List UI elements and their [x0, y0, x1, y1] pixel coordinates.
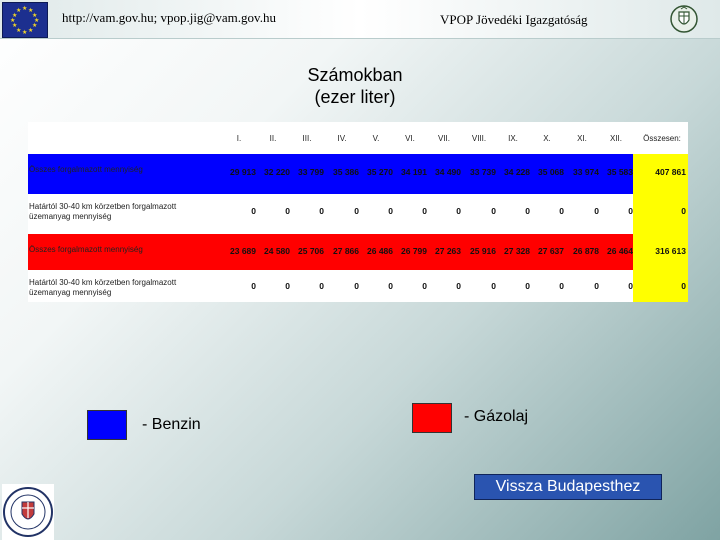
month-header: III. [302, 134, 312, 143]
table-cell: 0 [525, 281, 530, 291]
table-cell: 0 [628, 206, 633, 216]
total-cell [633, 194, 688, 234]
total-value: 0 [681, 281, 686, 291]
total-cell [633, 154, 688, 194]
table-cell: 34 490 [435, 167, 461, 177]
table-cell: 29 913 [230, 167, 256, 177]
table-cell: 0 [354, 281, 359, 291]
page-title-line1: Számokban [307, 65, 403, 85]
table-cell: 25 916 [470, 246, 496, 256]
month-header: IV. [337, 134, 347, 143]
table-cell: 0 [456, 206, 461, 216]
table-cell: 0 [251, 206, 256, 216]
table-cell: 0 [491, 206, 496, 216]
table-cell: 25 706 [298, 246, 324, 256]
table-cell: 0 [594, 281, 599, 291]
row-label: Határtól 30-40 km körzetben forgalmazott üzemanyag mennyiség [29, 278, 177, 297]
table-cell: 26 799 [401, 246, 427, 256]
back-to-budapest-button[interactable]: Vissza Budapesthez [474, 474, 662, 500]
benzin-legend-swatch [87, 410, 127, 440]
month-header: X. [543, 134, 551, 143]
table-cell: 33 799 [298, 167, 324, 177]
gazolaj-legend-label: - Gázolaj [464, 408, 529, 425]
table-row [28, 234, 688, 270]
month-header: VII. [437, 134, 450, 143]
table-cell: 35 386 [333, 167, 359, 177]
table-cell: 0 [285, 206, 290, 216]
table-cell: 0 [422, 281, 427, 291]
table-row [28, 270, 688, 302]
table-cell: 32 220 [264, 167, 290, 177]
row-label: Összes forgalmazott mennyiség [29, 165, 143, 174]
table-cell: 26 464 [607, 246, 633, 256]
row-label: Határtól 30-40 km körzetben forgalmazott üzemanyag mennyiség [29, 202, 177, 221]
table-header-row [28, 122, 688, 154]
total-cell [633, 270, 688, 302]
total-cell [633, 234, 688, 270]
table-cell: 27 637 [538, 246, 564, 256]
header-url-text: http://vam.gov.hu; vpop.jig@vam.gov.hu [62, 10, 276, 25]
total-value: 0 [681, 206, 686, 216]
month-header: XII. [609, 134, 622, 143]
table-cell: 0 [319, 281, 324, 291]
month-header: VIII. [471, 134, 487, 143]
table-cell: 27 328 [504, 246, 530, 256]
total-value: 407 861 [655, 167, 686, 177]
hungarian-crest-icon [670, 4, 698, 34]
month-header: V. [372, 134, 380, 143]
table-cell: 0 [491, 281, 496, 291]
table-cell: 26 486 [367, 246, 393, 256]
table-cell: 35 583 [607, 167, 633, 177]
month-header: II. [269, 134, 277, 143]
table-cell: 0 [422, 206, 427, 216]
table-cell: 24 580 [264, 246, 290, 256]
page-title-line2: (ezer liter) [314, 87, 396, 107]
table-cell: 34 191 [401, 167, 427, 177]
page-title [255, 64, 455, 108]
table-cell: 35 068 [538, 167, 564, 177]
month-header: VI. [405, 134, 415, 143]
month-header: XI. [577, 134, 587, 143]
row-label: Összes forgalmazott mennyiség [29, 245, 143, 254]
table-cell: 0 [251, 281, 256, 291]
table-cell: 27 263 [435, 246, 461, 256]
total-header: Összesen: [643, 134, 681, 143]
table-cell: 0 [525, 206, 530, 216]
table-cell: 0 [388, 206, 393, 216]
table-cell: 0 [559, 281, 564, 291]
table-row [28, 154, 688, 194]
customs-seal-icon [2, 484, 54, 540]
header-org-text: VPOP Jövedéki Igazgatóság [440, 12, 588, 27]
total-value: 316 613 [655, 246, 686, 256]
table-cell: 33 739 [470, 167, 496, 177]
table-cell: 0 [285, 281, 290, 291]
eu-flag-icon: ★ ★ ★ ★ ★ ★ ★ ★ ★ ★ ★ ★ [2, 2, 48, 38]
table-cell: 0 [559, 206, 564, 216]
table-cell: 34 228 [504, 167, 530, 177]
table-cell: 33 974 [573, 167, 599, 177]
header-bar [0, 0, 720, 39]
table-cell: 23 689 [230, 246, 256, 256]
gazolaj-legend-swatch [412, 403, 452, 433]
month-header: I. [236, 134, 242, 143]
table-cell: 0 [456, 281, 461, 291]
table-cell: 0 [594, 206, 599, 216]
table-cell: 35 270 [367, 167, 393, 177]
table-cell: 0 [388, 281, 393, 291]
table-cell: 27 866 [333, 246, 359, 256]
table-cell: 0 [354, 206, 359, 216]
table-cell: 0 [628, 281, 633, 291]
fuel-volume-table [28, 122, 688, 302]
table-cell: 26 878 [573, 246, 599, 256]
month-header: IX. [508, 134, 518, 143]
table-cell: 0 [319, 206, 324, 216]
table-row [28, 194, 688, 234]
benzin-legend-label: - Benzin [142, 416, 201, 433]
